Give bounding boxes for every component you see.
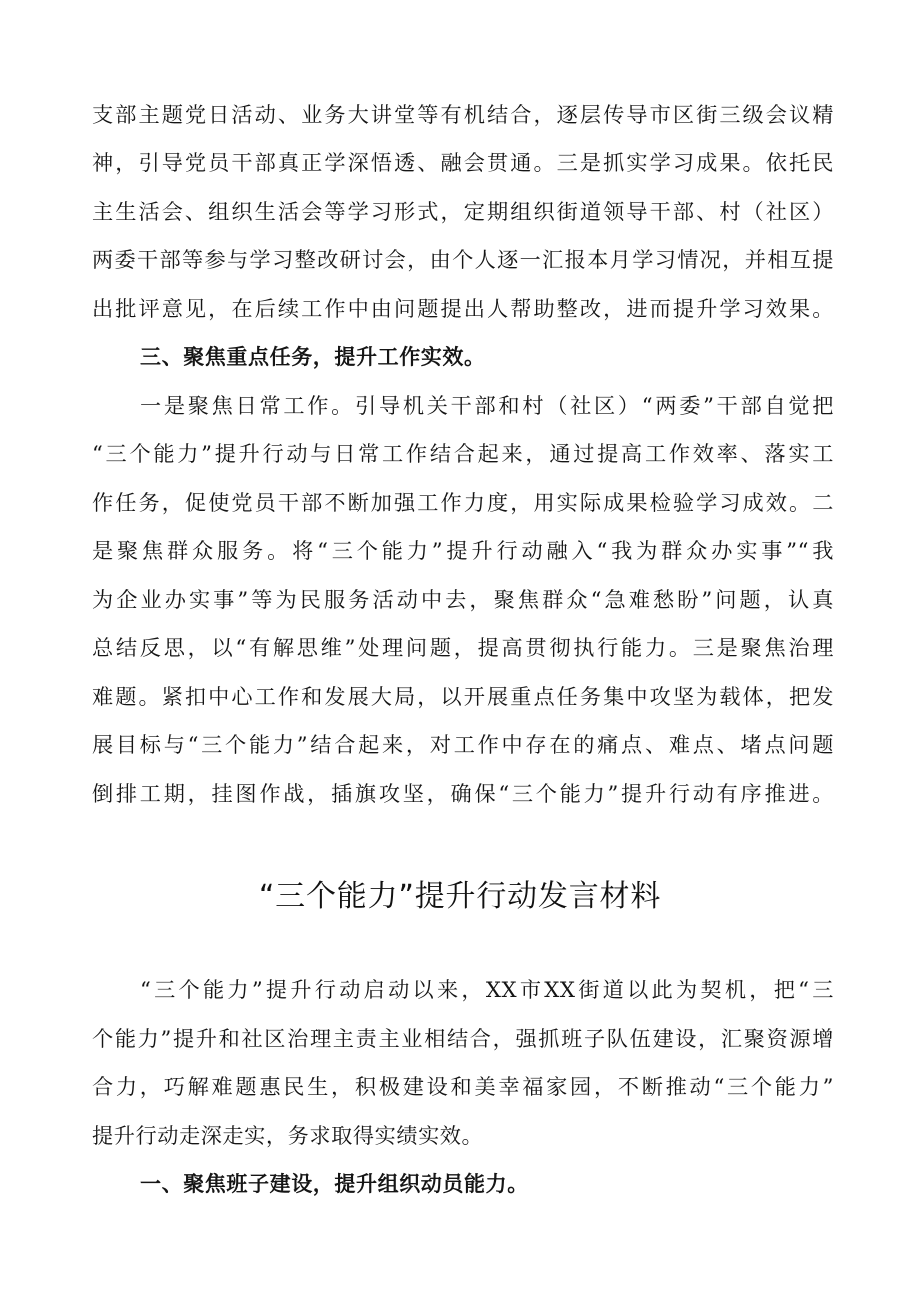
paragraph-line: 支部主题党日活动、业务大讲堂等有机结合，逐层传导市区街三级会议精 bbox=[92, 102, 834, 127]
paragraph-line: 难题。紧扣中心工作和发展大局，以开展重点任务集中攻坚为载体，把发 bbox=[92, 684, 834, 709]
paragraph-line: 倒排工期，挂图作战，插旗攻坚，确保“三个能力”提升行动有序推进。 bbox=[92, 781, 834, 806]
paragraph-line: 一是聚焦日常工作。引导机关干部和村（社区）“两委”干部自觉把 bbox=[140, 393, 834, 418]
document-title: “三个能力”提升行动发言材料 bbox=[258, 879, 662, 914]
paragraph-line: 两委干部等参与学习整改研讨会，由个人逐一汇报本月学习情况，并相互提 bbox=[92, 247, 834, 272]
paragraph-line: 为企业办实事”等为民服务活动中去，聚焦群众“急难愁盼”问题，认真 bbox=[92, 587, 834, 612]
paragraph-line: 展目标与“三个能力”结合起来，对工作中存在的痛点、难点、堵点问题 bbox=[92, 732, 834, 757]
paragraph-line: 出批评意见，在后续工作中由问题提出人帮助整改，进而提升学习效果。 bbox=[92, 296, 834, 321]
paragraph-line: 个能力”提升和社区治理主责主业相结合，强抓班子队伍建设，汇聚资源增 bbox=[92, 1026, 834, 1051]
paragraph-line: 合力，巧解难题惠民生，积极建设和美幸福家园，不断推动“三个能力” bbox=[92, 1074, 834, 1099]
paragraph-line: 神，引导党员干部真正学深悟透、融会贯通。三是抓实学习成果。依托民 bbox=[92, 150, 834, 175]
paragraph-line: 主生活会、组织生活会等学习形式，定期组织街道领导干部、村（社区） bbox=[92, 199, 834, 224]
paragraph-line: “三个能力”提升行动启动以来，XX市XX街道以此为契机，把“三 bbox=[140, 977, 834, 1002]
paragraph-line: 是聚焦群众服务。将“三个能力”提升行动融入“我为群众办实事”“我 bbox=[92, 538, 834, 563]
paragraph-line: “三个能力”提升行动与日常工作结合起来，通过提高工作效率、落实工 bbox=[92, 441, 834, 466]
paragraph-line: 提升行动走深走实，务求取得实绩实效。 bbox=[92, 1123, 484, 1148]
paragraph-line: 作任务，促使党员干部不断加强工作力度，用实际成果检验学习成效。二 bbox=[92, 490, 834, 515]
paragraph-line: 总结反思，以“有解思维”处理问题，提高贯彻执行能力。三是聚焦治理 bbox=[92, 635, 834, 660]
section-heading: 三、聚焦重点任务，提升工作实效。 bbox=[140, 345, 486, 369]
section-heading: 一、聚焦班子建设，提升组织动员能力。 bbox=[140, 1172, 529, 1196]
